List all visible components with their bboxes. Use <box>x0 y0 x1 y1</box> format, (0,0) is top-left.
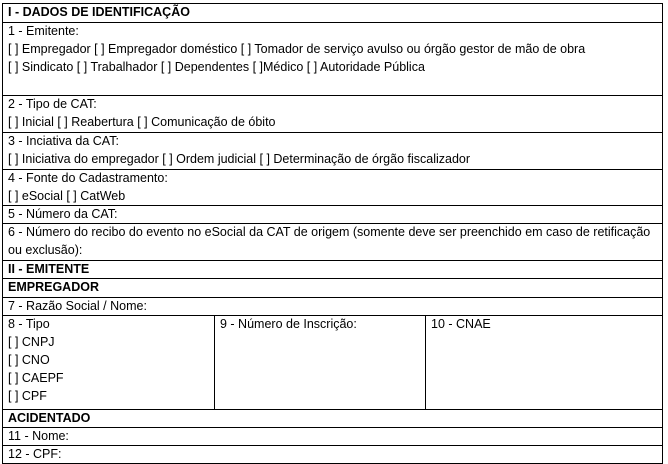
cat-form <box>2 3 663 464</box>
tipo-option-cno[interactable]: [ ] CNO <box>8 353 50 367</box>
acidentado-subheader <box>3 410 662 428</box>
subsection-title: EMPREGADOR <box>8 280 99 294</box>
field-emitente[interactable] <box>3 23 662 96</box>
tipo-option-cnpj[interactable]: [ ] CNPJ <box>8 335 55 349</box>
field-razao-social[interactable] <box>3 298 662 316</box>
field-label: 3 - Inciativa da CAT: <box>8 134 119 148</box>
field-label: 5 - Número da CAT: <box>8 207 118 221</box>
field-numero-inscricao[interactable] <box>215 316 426 409</box>
field-label: 10 - CNAE <box>431 317 491 331</box>
field-numero-cat[interactable] <box>3 206 662 224</box>
field-label: 11 - Nome: <box>8 429 69 443</box>
fonte-options[interactable]: [ ] eSocial [ ] CatWeb <box>8 189 126 203</box>
section-title: I - DADOS DE IDENTIFICAÇÃO <box>8 5 190 19</box>
field-label: 6 - Número do recibo do evento no eSocial da CAT de origem (somente deve ser preenchido em caso de retificação ou exclusão): <box>8 225 651 257</box>
empregador-subheader <box>3 279 662 298</box>
field-label: 12 - CPF: <box>8 447 62 461</box>
field-tipo[interactable] <box>3 316 215 409</box>
tipo-inscricao-cnae-row <box>3 316 662 410</box>
field-nome[interactable] <box>3 428 662 446</box>
iniciativa-options[interactable]: [ ] Iniciativa do empregador [ ] Ordem judicial [ ] Determinação de órgão fiscalizador <box>8 152 471 166</box>
emitente-options-line2[interactable]: [ ] Sindicato [ ] Trabalhador [ ] Dependentes [ ]Médico [ ] Autoridade Pública <box>8 60 425 74</box>
section-emitente-header <box>3 261 662 279</box>
field-recibo[interactable] <box>3 224 662 261</box>
field-fonte-cadastramento[interactable] <box>3 170 662 206</box>
emitente-options-line1[interactable]: [ ] Empregador [ ] Empregador doméstico [ ] Tomador de serviço avulso ou órgão gestor de mão de obra <box>8 42 586 56</box>
field-label: 1 - Emitente: <box>8 24 79 38</box>
subsection-title: ACIDENTADO <box>8 411 91 425</box>
section-title: II - EMITENTE <box>8 262 90 276</box>
tipo-cat-options[interactable]: [ ] Inicial [ ] Reabertura [ ] Comunicação de óbito <box>8 115 276 129</box>
field-label: 8 - Tipo <box>8 317 50 331</box>
field-label: 7 - Razão Social / Nome: <box>8 299 147 313</box>
field-label: 9 - Número de Inscrição: <box>220 317 357 331</box>
field-tipo-cat[interactable] <box>3 96 662 133</box>
section-identificacao-header <box>3 4 662 23</box>
field-iniciativa[interactable] <box>3 133 662 170</box>
field-label: 4 - Fonte do Cadastramento: <box>8 171 168 185</box>
field-label: 2 - Tipo de CAT: <box>8 97 97 111</box>
tipo-option-cpf[interactable]: [ ] CPF <box>8 389 47 403</box>
field-cnae[interactable] <box>426 316 662 409</box>
field-cpf[interactable] <box>3 446 662 464</box>
tipo-option-caepf[interactable]: [ ] CAEPF <box>8 371 64 385</box>
